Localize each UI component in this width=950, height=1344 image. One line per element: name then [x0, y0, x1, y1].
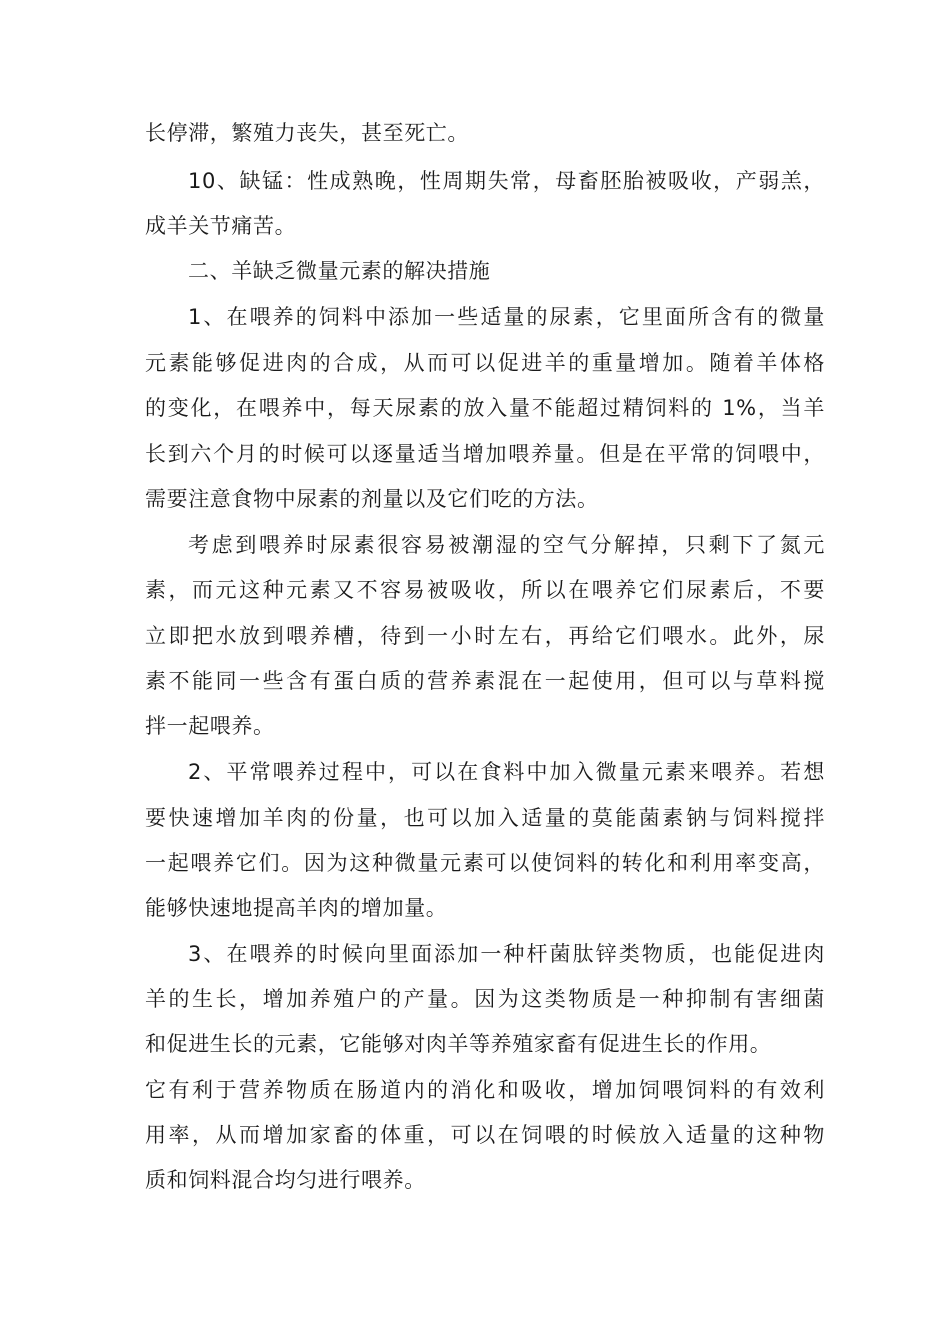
text-line: 考虑到喂养时尿素很容易被潮湿的空气分解掉，只剩下了氮元 [188, 533, 825, 557]
text-line: 长到六个月的时候可以逐量适当增加喂养量。但是在平常的饲喂中， [145, 442, 825, 466]
text-line: 10、缺锰：性成熟晚，性周期失常，母畜胚胎被吸收，产弱羔， [188, 169, 825, 193]
text-line: 1、在喂养的饲料中添加一些适量的尿素，它里面所含有的微量 [188, 305, 825, 329]
text-line: 元素能够促进肉的合成，从而可以促进羊的重量增加。随着羊体格 [145, 351, 825, 375]
text-line: 质和饲料混合均匀进行喂养。 [145, 1168, 426, 1192]
text-line: 用率，从而增加家畜的体重，可以在饲喂的时候放入适量的这种物 [145, 1123, 825, 1147]
text-line: 能够快速地提高羊肉的增加量。 [145, 896, 448, 920]
text-line: 一起喂养它们。因为这种微量元素可以使饲料的转化和利用率变高， [145, 851, 825, 875]
text-line: 素，而元这种元素又不容易被吸收，所以在喂养它们尿素后，不要 [145, 578, 825, 602]
text-line: 它有利于营养物质在肠道内的消化和吸收，增加饲喂饲料的有效利 [145, 1078, 825, 1102]
text-line: 羊的生长，增加养殖户的产量。因为这类物质是一种抑制有害细菌 [145, 987, 825, 1011]
text-line: 2、平常喂养过程中，可以在食料中加入微量元素来喂养。若想 [188, 760, 825, 784]
section-heading: 二、羊缺乏微量元素的解决措施 [188, 259, 491, 283]
text-line: 3、在喂养的时候向里面添加一种杆菌肽锌类物质，也能促进肉 [188, 942, 825, 966]
text-line: 素不能同一些含有蛋白质的营养素混在一起使用，但可以与草料搅 [145, 669, 825, 693]
text-line: 的变化，在喂养中，每天尿素的放入量不能超过精饲料的 1%，当羊 [145, 396, 825, 420]
text-line: 要快速增加羊肉的份量，也可以加入适量的莫能菌素钠与饲料搅拌 [145, 806, 825, 830]
text-line: 需要注意食物中尿素的剂量以及它们吃的方法。 [145, 487, 599, 511]
text-line: 拌一起喂养。 [145, 714, 275, 738]
text-line: 立即把水放到喂养槽，待到一小时左右，再给它们喂水。此外，尿 [145, 624, 825, 648]
text-line: 长停滞，繁殖力丧失，甚至死亡。 [145, 121, 469, 145]
text-line: 成羊关节痛苦。 [145, 214, 297, 238]
text-line: 和促进生长的元素，它能够对肉羊等养殖家畜有促进生长的作用。 [145, 1032, 772, 1056]
